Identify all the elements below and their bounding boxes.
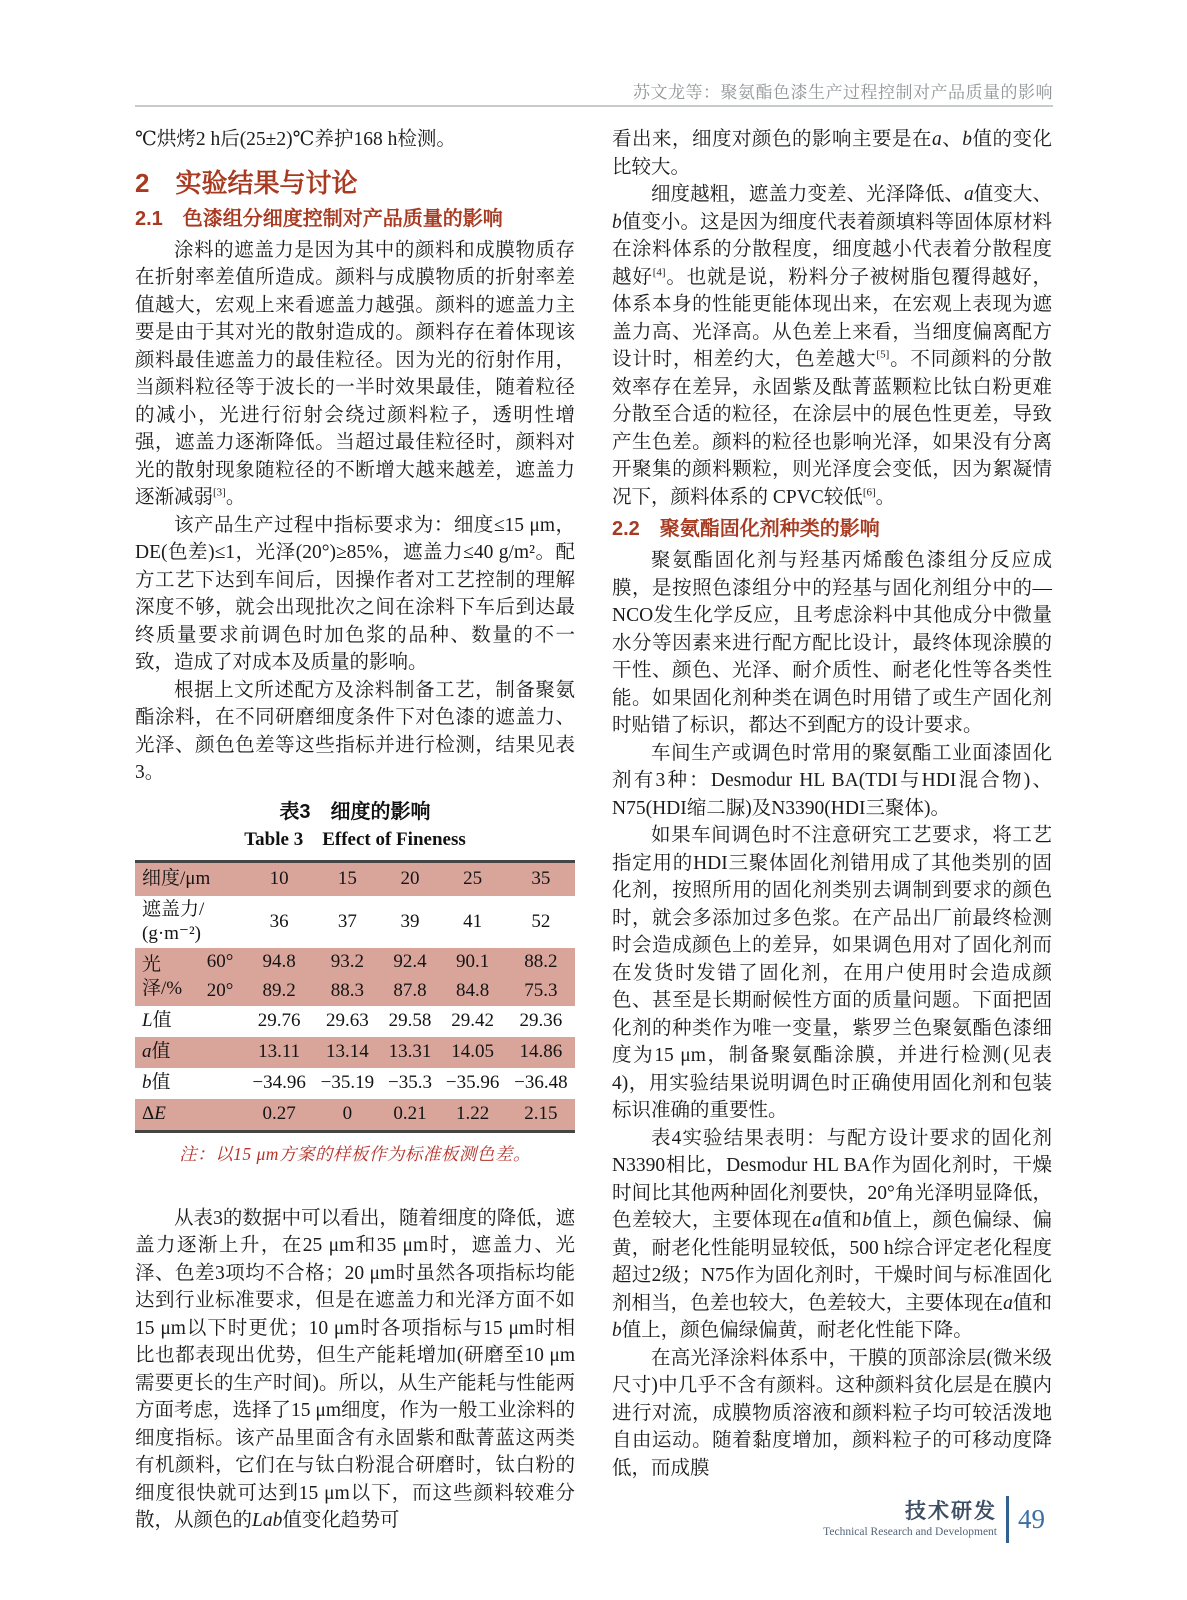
paragraph: 涂料的遮盖力是因为其中的颜料和成膜物质存在折射率差值所造成。颜料与成膜物质的折射率差值越大，宏观上来看遮盖力越强。颜料的遮盖力主要是由于其对光的散射造成的。颜料存在着体现该颜料最佳遮盖力的最佳粒径。因为光的衍射作用，当颜料粒径等于波长的一半时效果最佳，随着粒径的减小，光进行衍射会绕过颜料粒子，透明性增强，遮盖力逐渐降低。当超过最佳粒径时，颜料对光的散射现象随粒径的不断增大越来越差，遮盖力逐渐减弱[3]。 [135, 239, 575, 508]
table-cell: 25 [438, 861, 506, 896]
paragraph: 聚氨酯固化剂与羟基丙烯酸色漆组分反应成膜，是按照色漆组分中的羟基与固化剂组分中的—NCO发生化学反应，且考虑涂料中其他成分中微量水分等因素来进行配方配比设计，最终体现涂膜的干性、颜色、光泽、耐介质性、耐老化性等各类性能。如果固化剂种类在调色时用错了或生产固化剂时贴错了标识，都达不到配方的设计要求。 [612, 550, 1052, 736]
table-cell: 41 [463, 910, 483, 932]
table-row-hiding-power [135, 896, 575, 948]
page-footer [823, 1496, 1045, 1543]
paragraph: 如果车间调色时不注意研究工艺要求，将工艺指定用的HDI三聚体固化剂错用成了其他类别的固化剂，按照所用的固化剂类别去调制到要求的颜色时，就会多添加过多色浆。在产品出厂前最终检测时会造成颜色上的差异，如果调色用对了固化剂而在发货时发错了固化剂，在用户使用时会造成颜色、甚至是长期耐候性方面的质量问题。下面把固化剂的种类作为唯一变量，紫罗兰色聚氨酯色漆细度为15 μm，制备聚氨酯涂膜，并进行检测(见表4)，用实验结果说明调色时正确使用固化剂和包装标识准确的重要性。 [612, 825, 1052, 1121]
table-title-cn: 表3 细度的影响 [279, 800, 431, 823]
row-label: b值 [142, 1072, 171, 1093]
section-heading-2: 2 实验结果与讨论 [135, 167, 358, 198]
table-cell: 14.05 [438, 1037, 506, 1068]
footer-section-cn: 技术研发 [905, 1500, 997, 1523]
table-cell: 13.14 [313, 1037, 381, 1068]
table-cell: −35.19 [320, 1072, 375, 1093]
table-cell: −34.96 [252, 1072, 306, 1093]
row-label: L值 [142, 1010, 172, 1031]
angle-label: 20° [195, 977, 245, 1006]
row-label: a值 [135, 1037, 245, 1068]
table-row-fineness [135, 861, 575, 896]
paragraph: 细度越粗，遮盖力变差、光泽降低、a值变大、b值变小。这是因为细度代表着颜填料等固体原材料在涂料体系的分散程度，细度越小代表着分散程度越好[4]。也就是说，粉料分子被树脂包覆得越好，体系本身的性能更能体现出来，在宏观上表现为遮盖力高、光泽高。从色差上来看，当细度偏离配方设计时，相差约大，色差越大[5]。不同颜料的分散效率存在差异，永固紫及酞菁蓝颗粒比钛白粉更难分散至合适的粒径，在涂层中的展色性更差，导致产生色差。颜料的粒径也影响光泽，如果没有分离开聚集的颜料颗粒，则光泽度会变低，因为絮凝情况下，颜料体系的 CPVC较低[6]。 [612, 184, 1052, 508]
row-label: ΔE [135, 1099, 245, 1132]
table-cell: 90.1 [438, 948, 506, 977]
header-rule [135, 105, 1053, 107]
table-cell: 29.58 [388, 1010, 432, 1031]
table-row-b [135, 1068, 575, 1099]
table-cell: 29.36 [519, 1010, 563, 1031]
table-cell: 89.2 [245, 977, 313, 1006]
table-note: 注：以15 μm方案的样板作为标准板测色差。 [179, 1143, 531, 1164]
paragraph: 看出来，细度对颜色的影响主要是在a、b值的变化比较大。 [612, 129, 1052, 178]
paragraph: 在高光泽涂料体系中，干膜的顶部涂层(微米级尺寸)中几乎不含有颜料。这种颜料贫化层是在膜内进行对流，成膜物质溶液和颜料粒子均可较活泼地自由运动。随着黏度增加，颜料粒子的可移动度降低，而成膜 [612, 1347, 1052, 1479]
right-column [612, 126, 1052, 1482]
subsection-heading-2-1: 2.1 色漆组分细度控制对产品质量的影响 [135, 207, 503, 230]
table-cell: 93.2 [313, 948, 381, 977]
table-cell: 15 [313, 861, 381, 896]
table-title-en: Table 3 Effect of Fineness [244, 828, 466, 850]
table-fineness [135, 860, 575, 1133]
left-column [135, 126, 575, 1535]
table-cell: 2.15 [507, 1099, 575, 1132]
table-cell: 10 [245, 861, 313, 896]
table-cell: −35.3 [388, 1072, 432, 1093]
table-cell: 29.76 [257, 1010, 301, 1031]
table-cell: −35.96 [445, 1072, 500, 1093]
table-cell: 87.8 [382, 977, 439, 1006]
paragraph: 该产品生产过程中指标要求为：细度≤15 μm，DE(色差)≤1，光泽(20°)≥85%，遮盖力≤40 g/m²。配方工艺下达到车间后，因操作者对工艺控制的理解深度不够，就会出现批次之间在涂料下车后到达最终质量要求前调色时加色浆的品种、数量的不一致，造成了对成本及质量的影响。 [135, 514, 575, 673]
table-row-gloss-20 [135, 977, 575, 1006]
table-cell: 94.8 [245, 948, 313, 977]
table-cell: 13.31 [382, 1037, 439, 1068]
table-cell: 0.27 [245, 1099, 313, 1132]
table-cell: 35 [507, 861, 575, 896]
table-cell: 14.86 [507, 1037, 575, 1068]
subsection-heading-2-2: 2.2 聚氨酯固化剂种类的影响 [612, 518, 880, 540]
table-cell: 0 [313, 1099, 381, 1132]
table-cell: 37 [337, 910, 357, 932]
table-row-a [135, 1037, 575, 1068]
paragraph-intro: ℃烘烤2 h后(25±2)℃养护168 h检测。 [135, 129, 456, 150]
table-cell: 13.11 [245, 1037, 313, 1068]
table-cell: −36.48 [514, 1072, 568, 1093]
table-cell: 84.8 [438, 977, 506, 1006]
paragraph: 从表3的数据中可以看出，随着细度的降低，遮盖力逐渐上升，在25 μm和35 μm时，遮盖力、光泽、色差3项均不合格；20 μm时虽然各项指标均能达到行业标准要求，但是在遮盖力和光泽方面不如15 μm以下时更优；10 μm时各项指标与15 μm时相比也都表现出优势，但生产能耗增加(研磨至10 μm需要更长的生产时间)。所以，从生产能耗与性能两方面考虑，选择了15 μm细度，作为一般工业涂料的细度指标。该产品里面含有永固紫和酞菁蓝这两类有机颜料，它们在与钛白粉混合研磨时，钛白粉的细度很快就可达到15 μm以下，而这些颜料较难分散，从颜色的Lab值变化趋势可 [135, 1207, 575, 1531]
table-row-deltaE [135, 1099, 575, 1132]
page-number: 49 [1018, 1504, 1045, 1534]
table-cell: 36 [269, 910, 289, 932]
table-cell: 52 [531, 910, 551, 932]
table-cell: 20 [382, 861, 439, 896]
footer-section-en: Technical Research and Development [823, 1526, 997, 1538]
row-label: 光泽/% [135, 948, 195, 1006]
table-cell: 1.22 [438, 1099, 506, 1132]
angle-label: 60° [195, 948, 245, 977]
paragraph: 表4实验结果表明：与配方设计要求的固化剂N3390相比，Desmodur HL BA作为固化剂时，干燥时间比其他两种固化剂要快，20°角光泽明显降低，色差较大，主要体现在a值和b值上，颜色偏绿、偏黄，耐老化性能明显较低，500 h综合评定老化程度超过2级；N75作为固化剂时，干燥时间与标准固化剂相当，色差也较大，色差较大，主要体现在a值和b值上，颜色偏绿偏黄，耐老化性能下降。 [612, 1127, 1052, 1341]
table-cell: 75.3 [507, 977, 575, 1006]
table-cell: 29.42 [451, 1010, 494, 1031]
running-head: 苏文龙等：聚氨酯色漆生产过程控制对产品质量的影响 [633, 83, 1053, 102]
table-cell: 88.2 [507, 948, 575, 977]
paragraph: 车间生产或调色时常用的聚氨酯工业面漆固化剂有3种：Desmodur HL BA(TDI与HDI混合物)、N75(HDI缩二脲)及N3390(HDI三聚体)。 [612, 742, 1052, 819]
row-label: 细度/μm [135, 861, 245, 896]
table-row-gloss-60 [135, 948, 575, 977]
footer-section [823, 1500, 997, 1539]
table-cell: 39 [400, 910, 420, 932]
table-cell: 0.21 [382, 1099, 439, 1132]
table-cell: 92.4 [382, 948, 439, 977]
row-label: 遮盖力/ (g·m⁻²) [142, 898, 205, 944]
footer-divider [1006, 1496, 1009, 1543]
paragraph: 根据上文所述配方及涂料制备工艺，制备聚氨酯涂料，在不同研磨细度条件下对色漆的遮盖力、光泽、颜色色差等这些指标并进行检测，结果见表3。 [135, 679, 575, 783]
table-cell: 29.63 [326, 1010, 369, 1031]
table-row-L [135, 1006, 575, 1037]
table-cell: 88.3 [313, 977, 381, 1006]
